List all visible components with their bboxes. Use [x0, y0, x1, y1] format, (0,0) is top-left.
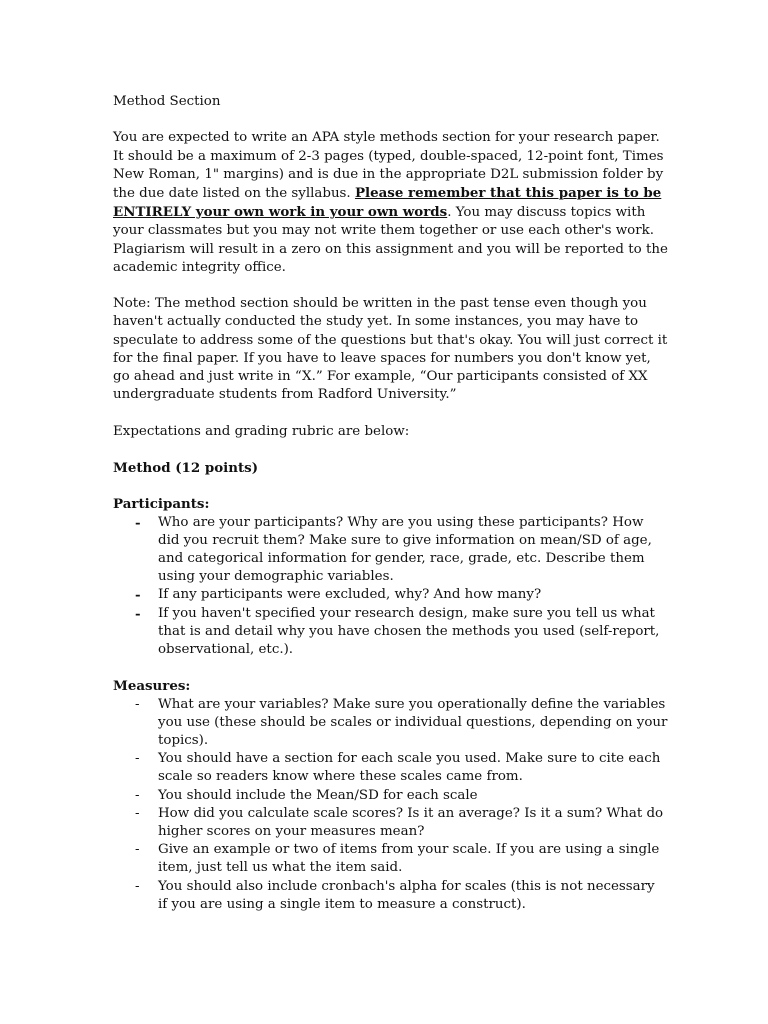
list-item-text: Who are your participants? Why are you using these participants? How did you recruit them? Make sure to give information on mean/SD of age, and categorical information for gender, race, grade, etc. Describe them using your demographic variables.: [158, 514, 652, 585]
list-item-text: Give an example or two of items from your scale. If you are using a single item, just tell us what the item said.: [158, 842, 660, 876]
list-item-text: If you haven't specified your research design, make sure you tell us what that is and detail why you have chosen the methods you used (self-report, observational, etc.).: [158, 605, 660, 658]
list-item: [113, 750, 668, 786]
list-item-text: How did you calculate scale scores? Is it an average? Is it a sum? What do higher scores on your measures mean?: [158, 805, 664, 840]
bullet-dash: -: [135, 787, 140, 803]
method-heading: Method (12 points): [113, 460, 259, 476]
list-item: [113, 878, 668, 914]
bullet-dash: -: [135, 587, 141, 604]
list-item-text: If any participants were excluded, why? And how many?: [158, 587, 542, 603]
document-title: Method Section: [113, 94, 221, 109]
bullet-dash: -: [135, 751, 140, 767]
list-item-text: You should include the Mean/SD for each scale: [158, 787, 478, 803]
list-item-text: You should have a section for each scale you used. Make sure to cite each scale so readers know where these scales came from.: [158, 751, 661, 785]
participants-heading: Participants:: [113, 496, 210, 513]
intro-paragraph: [113, 129, 668, 277]
list-item: [113, 514, 668, 587]
measures-list: [113, 696, 668, 914]
participants-list: [113, 514, 668, 660]
intro-text-2: . You may discuss topics with your classmates but you may not write them together or use each other's work. Plagiarism will result in a zero on this assignment and you will be reported to the academic integrity office.: [113, 205, 668, 275]
integrity-emphasis: Please remember that this paper is to be ENTIRELY your own work in your own words: [113, 185, 662, 221]
note-paragraph: Note: The method section should be written in the past tense even though you haven't actually conducted the study yet. In some instances, you may have to speculate to address some of the questions but that's okay. You will just correct it for the final paper. If you have to leave spaces for numbers you don't know yet, go ahead and just write in “X.” For example, “Our participants consisted of XX undergraduate students from Radford University.”: [113, 296, 668, 403]
bullet-dash: -: [135, 514, 141, 531]
bullet-dash: -: [135, 878, 140, 894]
bullet-dash: -: [135, 842, 140, 858]
intro-text-1: You are expected to write an APA style methods section for your research paper. It should be a maximum of 2-3 pages (typed, double-spaced, 12-point font, Times New Roman, 1" margins) and is due in the appropriate D2L submission folder by the due date listed on the syllabus.: [113, 130, 664, 201]
bullet-dash: -: [135, 805, 140, 821]
list-item: [113, 805, 668, 841]
list-item: [113, 841, 668, 877]
bullet-dash: -: [135, 605, 141, 622]
list-item-text: You should also include cronbach's alpha for scales (this is not necessary if you are using a single item to measure a construct).: [158, 878, 655, 912]
list-item: [113, 605, 668, 660]
bullet-dash: -: [135, 696, 140, 712]
list-item: [113, 787, 668, 805]
list-item: [113, 696, 668, 751]
list-item: [113, 586, 668, 604]
expectations-line: Expectations and grading rubric are below:: [113, 423, 410, 439]
measures-heading: Measures:: [113, 678, 191, 695]
list-item-text: What are your variables? Make sure you operationally define the variables you use (these should be scales or individual questions, depending on your topics).: [158, 696, 668, 749]
